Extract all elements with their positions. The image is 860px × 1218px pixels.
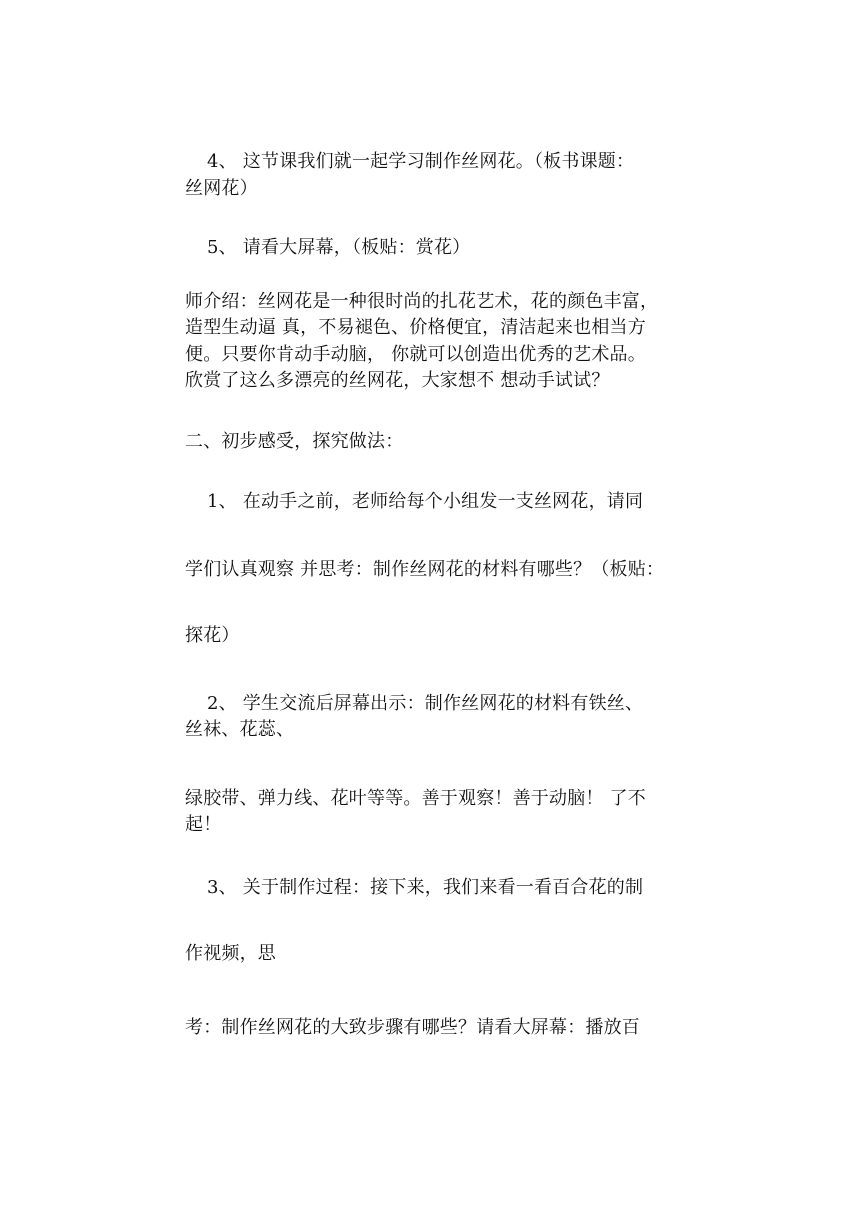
- paragraph-4-line-1: 4、 这节课我们就一起学习制作丝网花。（板书课题：: [207, 151, 635, 172]
- step-2-line-2: 丝袜、花蕊、: [185, 719, 295, 740]
- step-2-line-1: 2、 学生交流后屏幕出示：制作丝网花的材料有铁丝、: [207, 693, 644, 714]
- step-3-line-1: 3、 关于制作过程：接下来，我们来看一看百合花的制: [207, 877, 644, 898]
- step-1-line-1: 1、 在动手之前，老师给每个小组发一支丝网花，请同: [207, 491, 644, 512]
- step-1-line-3: 探花）: [185, 625, 240, 646]
- teacher-intro-line-1: 师介绍：丝网花是一种很时尚的扎花艺术，花的颜色丰富，: [185, 291, 659, 312]
- step-1-line-2: 学们认真观察 并思考：制作丝网花的材料有哪些？（板贴：: [185, 559, 665, 580]
- section-heading: 二、初步感受，探究做法：: [185, 431, 404, 452]
- teacher-intro-line-3: 便。只要你肯动手动脑， 你就可以创造出优秀的艺术品。: [185, 344, 646, 365]
- step-3-line-3: 考：制作丝网花的大致步骤有哪些？请看大屏幕：播放百: [185, 1017, 640, 1038]
- teacher-intro-line-2: 造型生动逼 真，不易褪色、价格便宜，清洁起来也相当方: [185, 317, 646, 338]
- step-2-line-3: 绿胶带、弹力线、花叶等等。善于观察！善于动脑！ 了不: [185, 788, 646, 809]
- teacher-intro-line-4: 欣赏了这么多漂亮的丝网花，大家想不 想动手试试？: [185, 370, 610, 391]
- step-2-line-4: 起！: [185, 814, 222, 835]
- paragraph-4-line-2: 丝网花）: [185, 178, 258, 199]
- paragraph-5-line-1: 5、 请看大屏幕，（板贴：赏花）: [207, 237, 471, 258]
- step-3-line-2: 作视频，思: [185, 943, 276, 964]
